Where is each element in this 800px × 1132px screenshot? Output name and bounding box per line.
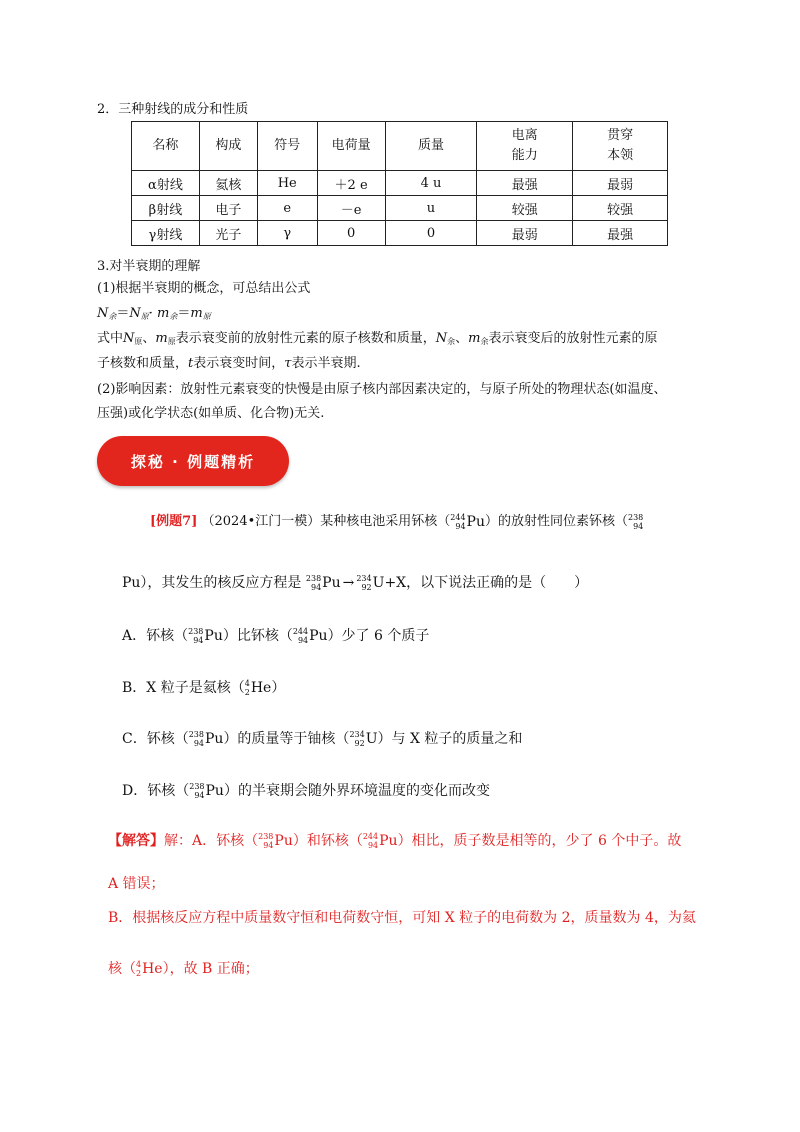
header-text: 本领: [607, 148, 634, 163]
mass-number: 4: [136, 960, 142, 969]
table-cell: ＋2 e: [317, 171, 385, 196]
desc-text: 表示衰变时间，: [193, 356, 285, 371]
answer-line1: [108, 830, 681, 850]
element-symbol: Pu: [379, 833, 398, 849]
table-cell: β射线: [132, 196, 200, 221]
answer-line4: [108, 958, 259, 978]
option-text: ）的质量等于铀核（: [223, 731, 350, 747]
option-text: D．钚核（: [122, 783, 190, 799]
charge-number: 94: [193, 739, 204, 748]
charge-number: 94: [310, 583, 322, 592]
mass-number: 234: [349, 730, 365, 739]
desc-text: 表示衰变后的放射性元素的原: [488, 331, 658, 346]
table-cell: γ: [257, 221, 317, 246]
element-symbol: Pu: [205, 783, 224, 799]
answer-line3: B．根据核反应方程中质量数守恒和电荷数守恒，可知 X 粒子的电荷数为 2，质量数为 4，为氦: [108, 910, 696, 926]
charge-number: 94: [297, 636, 309, 645]
table-cell: u: [385, 196, 477, 221]
rays-table: [131, 121, 668, 246]
formula-part: m: [157, 306, 170, 321]
answer-tag: 【解答】: [108, 833, 164, 849]
formula-sub: 原: [202, 312, 211, 321]
mass-number: 244: [450, 512, 466, 522]
option-text: C．钚核（: [122, 731, 189, 747]
table-cell: 最弱: [477, 221, 573, 246]
var-sub: 原: [134, 337, 143, 346]
charge-number: 94: [367, 841, 379, 850]
formula-part: ＝: [116, 306, 130, 321]
charge-number: 2: [136, 969, 142, 978]
element-symbol: He: [250, 680, 272, 696]
desc-text: 、: [455, 331, 469, 346]
charge-number: 94: [263, 841, 274, 850]
element-symbol: Pu: [274, 833, 293, 849]
mass-number: 238: [188, 730, 204, 739]
desc-text: 表示半衰期.: [291, 356, 361, 371]
nuclide-u234: [349, 730, 377, 748]
mass-number: 244: [292, 627, 309, 636]
var-sub: 原: [167, 337, 176, 346]
example-question-line1: [150, 510, 644, 531]
nuclide-pu244: [450, 513, 485, 531]
option-d: [122, 780, 490, 800]
nuclide-pu238: [189, 730, 224, 748]
table-cell: He: [257, 171, 317, 196]
desc-text: 、: [142, 331, 156, 346]
var: N: [123, 331, 135, 346]
nuclide-pu238: [188, 627, 223, 645]
desc-text: 子核数和质量，: [97, 356, 189, 371]
nuclide-pu238: [189, 782, 224, 800]
half-life-formula: [97, 302, 211, 322]
charge-number: 94: [194, 791, 205, 800]
element-symbol: Pu: [322, 575, 341, 591]
question-text: Pu），其发生的核反应方程是: [122, 575, 302, 591]
example-question-line2: [122, 572, 588, 592]
answer-line2: A 错误；: [108, 876, 165, 892]
var: N: [435, 331, 448, 346]
nuclide-u234: [356, 574, 384, 592]
table-cell: α射线: [132, 171, 200, 196]
mass-number: 238: [258, 832, 274, 841]
mass-number: 238: [305, 574, 322, 583]
question-text: +X，以下说法正确的是（ ）: [384, 575, 589, 591]
mass-number: 238: [188, 627, 204, 636]
element-symbol: He: [142, 961, 163, 977]
nuclide-pu238-partial: [628, 513, 644, 531]
option-text: ）比钚核（: [222, 628, 293, 644]
mass-number: 4: [244, 679, 250, 688]
charge-number: 92: [354, 739, 365, 748]
table-cell: 0: [317, 221, 385, 246]
table-cell: 0: [385, 221, 477, 246]
table-row: [132, 196, 668, 221]
header-cell: 质量: [385, 122, 477, 171]
question-text: （2024•江门一模）某种核电池采用钚核（: [201, 514, 451, 529]
var-sub: 余: [447, 337, 456, 346]
formula-description-line2: [97, 352, 361, 371]
option-text: ）: [271, 680, 286, 696]
header-text: 电离: [511, 128, 538, 143]
answer-text: 核（: [108, 961, 136, 977]
header-cell: 名称: [132, 122, 200, 171]
option-text: ）少了 6 个质子: [327, 628, 430, 644]
formula-sub: 余: [108, 312, 117, 321]
header-cell: 符号: [257, 122, 317, 171]
var: m: [468, 331, 481, 346]
option-c: [122, 728, 522, 748]
var: t: [188, 356, 194, 371]
header-cell: 电荷量: [317, 122, 385, 171]
var: m: [155, 331, 168, 346]
formula-sub: 原: [140, 312, 149, 321]
formula-part: ＝: [177, 306, 191, 321]
section-title-halflife: 3.对半衰期的理解: [97, 259, 201, 274]
table-cell: 最强: [573, 221, 668, 246]
table-cell: 光子: [199, 221, 257, 246]
table-row: [132, 171, 668, 196]
formula-part: ·: [148, 306, 153, 321]
element-symbol: U: [372, 575, 385, 591]
option-text: ）的半衰期会随外界环境温度的变化而改变: [223, 783, 490, 799]
header-cell: [477, 122, 573, 171]
table-row: [132, 221, 668, 246]
formula-description-line1: [97, 327, 657, 347]
element-symbol: Pu: [205, 731, 224, 747]
var-sub: 余: [480, 337, 489, 346]
mass-number: 244: [362, 832, 379, 841]
element-symbol: Pu: [466, 513, 485, 530]
table-cell: 最强: [477, 171, 573, 196]
header-text: 贯穿: [607, 128, 634, 143]
section-title-rays: 2．三种射线的成分和性质: [97, 102, 249, 117]
header-text: 能力: [511, 148, 538, 163]
answer-text: 解：A．钚核（: [164, 833, 259, 849]
option-b: [122, 677, 285, 697]
section-banner: 探秘 · 例题精析: [97, 436, 289, 486]
nuclide-he4: [245, 679, 272, 697]
option-text: A．钚核（: [122, 628, 189, 644]
table-cell: 最弱: [573, 171, 668, 196]
charge-number: 94: [455, 521, 466, 531]
element-symbol: U: [365, 731, 378, 747]
formula-part: N: [97, 306, 109, 321]
desc-text: 表示衰变前的放射性元素的原子核数和质量，: [175, 331, 436, 346]
formula-part: m: [190, 306, 203, 321]
nuclide-he4: [136, 960, 163, 978]
table-cell: γ射线: [132, 221, 200, 246]
option-text: ）与 X 粒子的质量之和: [377, 731, 523, 747]
header-cell: [573, 122, 668, 171]
paragraph-formula-intro: (1)根据半衰期的概念，可总结出公式: [97, 281, 311, 296]
example-tag: [例题7]: [150, 514, 198, 529]
table-cell: 4 u: [385, 171, 477, 196]
option-text: B．X 粒子是氦核（: [122, 680, 245, 696]
charge-number: 94: [633, 521, 644, 531]
charge-number: 92: [361, 583, 372, 592]
table-cell: e: [257, 196, 317, 221]
desc-text: 式中: [97, 331, 124, 346]
charge-number: 2: [244, 688, 250, 697]
table-cell: 氦核: [199, 171, 257, 196]
option-a: [122, 625, 429, 645]
table-cell: 较强: [477, 196, 573, 221]
mass-number: 238: [189, 782, 205, 791]
element-symbol: Pu: [204, 628, 223, 644]
mass-number: 234: [356, 574, 372, 583]
table-header-row: [132, 122, 668, 171]
table-cell: 电子: [199, 196, 257, 221]
answer-text: ），故 B 正确；: [162, 961, 259, 977]
reaction-arrow: →: [342, 575, 355, 591]
table-cell: －e: [317, 196, 385, 221]
nuclide-pu238: [258, 832, 293, 850]
element-symbol: Pu: [309, 628, 328, 644]
answer-text: ）和钚核（: [292, 833, 363, 849]
nuclide-pu244: [293, 627, 328, 645]
nuclide-pu238: [306, 574, 341, 592]
formula-sub: 余: [169, 312, 178, 321]
formula-part: N: [129, 306, 141, 321]
paragraph-factors-line2: 压强)或化学状态(如单质、化合物)无关.: [97, 406, 325, 421]
nuclide-pu244: [363, 832, 398, 850]
answer-text: ）相比，质子数是相等的，少了 6 个中子。故: [397, 833, 682, 849]
header-cell: 构成: [199, 122, 257, 171]
question-text: ）的放射性同位素钚核（: [484, 514, 628, 529]
table-cell: 较强: [573, 196, 668, 221]
var: τ: [284, 356, 292, 371]
paragraph-factors-line1: (2)影响因素：放射性元素衰变的快慢是由原子核内部因素决定的，与原子所处的物理状态(如温度、: [97, 382, 667, 397]
mass-number: 238: [628, 512, 644, 522]
charge-number: 94: [193, 636, 204, 645]
